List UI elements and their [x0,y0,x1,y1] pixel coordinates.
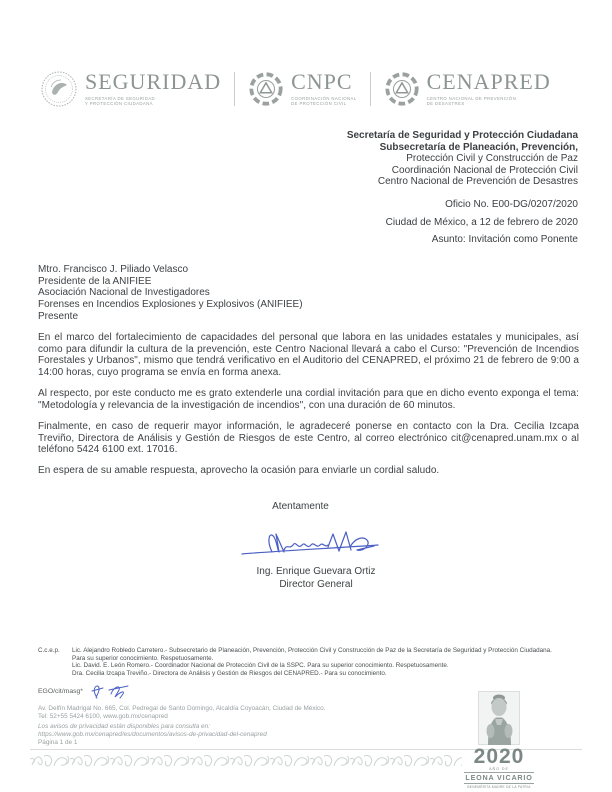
dept-line: Centro Nacional de Prevención de Desastres [377,176,578,187]
logo-divider [370,72,371,106]
eagle-emblem-icon [40,70,78,108]
cenapred-subtitle: CENTRO NACIONAL DE PREVENCIÓN DE DESASTRES [426,95,517,107]
oficio-number: Oficio No. E00-DG/0207/2020 [445,198,578,210]
recipient-name: Mtro. Francisco J. Piliado Velasco [38,264,189,275]
leona-vicario-portrait-icon [478,691,520,745]
letterhead-department-block [347,130,578,245]
reference-code: EGO/cit/masg* [38,687,83,695]
recipient-org-line: Asociación Nacional de Investigadores [38,287,210,299]
ccep-entry: Lic. Alejandro Robledo Carretero.- Subsecretario de Planeación, Prevención, Protección Civil y Construcción de Paz de la Secretaría de Seguridad y Protección Ciudadana. Para su superior conocimiento. Respetuosamente. [72,647,552,662]
recipient-block [38,264,303,323]
logo-divider [234,72,235,106]
body-paragraph: Finalmente, en caso de requerir mayor información, le agradeceré ponerse en contacto con la Dra. Cecilia Izcapa Treviño, Directora de Análisis y Gestión de Riesgos de este Centro, al correo electrónico cit@cenapred.unam.mx o al teléfono 5424 6100 ext. 17016. [38,420,579,456]
ccep-label: C.c.e.p. [38,647,60,654]
place-and-date: Ciudad de México, a 12 de febrero de 2020 [385,217,578,228]
handwritten-signature [236,529,408,563]
ccep-entry: Dra. Cecilia Izcapa Treviño.- Directora de Análisis y Gestión de Riesgos del CENAPRED.- Para su conocimiento. [72,670,387,678]
seal-leona-vicario: LEONA VICARIO [465,772,533,782]
footer-address: Av. Delfín Madrigal No. 665, Col. Pedregal de Santo Domingo, Alcaldía Coyoacán, Ciudad de México. [38,705,326,712]
reviewer-initials-ink-icon [87,682,129,700]
seguridad-wordmark: SEGURIDAD [85,69,222,95]
dept-line: Subsecretaría de Planeación, Prevención, [379,141,578,153]
signature-ink-icon [236,529,408,563]
closing-salutation: Atentamente [272,501,329,512]
seguridad-subtitle: SECRETARÍA DE SEGURIDAD Y PROTECCIÓN CIUDADANA [85,95,156,107]
ccep-block [38,647,566,678]
privacy-line: Los avisos de privacidad están disponibles para consulta en: [38,723,210,730]
privacy-notice [38,723,267,739]
dept-line: Secretaría de Seguridad y Protección Ciudadana [346,130,578,141]
recipient-presente: Presente [38,310,79,322]
dept-line: Protección Civil y Construcción de Paz [406,153,578,164]
leona-vicario-seal [464,691,534,789]
recipient-org-line: Forenses en Incendios Explosiones y Explosivos (ANIFIEE) [38,299,303,311]
seal-year: 2020 [473,745,525,768]
ccep-entry: Lic. David. E. León Romero.- Coordinador Nacional de Protección Civil de la SSPC. Para su superior conocimiento. Respetuosamente. [72,662,449,670]
civil-protection-emblem-icon [384,71,420,107]
dept-line: Coordinación Nacional de Protección Civil [391,164,578,176]
logo-cenapred [384,71,551,107]
subject-line: Asunto: Invitación como Ponente [431,233,578,245]
header-logos [40,70,551,108]
signer-name: Ing. Enrique Guevara Ortiz [256,566,376,577]
guilloche-pattern-icon [30,753,462,768]
body-paragraph: En el marco del fortalecimiento de capacidades del personal que labora en las unidades estatales y municipales, así como para difundir la cultura de la prevención, este Centro Nacional llevará a cabo el Curso: "Prevención de Incendios Forestales y Urbanos", mismo que tendrá verificativo en el Auditorio del CENAPRED, el próximo 21 de febrero de 9:00 a 14:00 horas, cuyo programa se envía en forma anexa. [38,332,579,378]
reference-code-row [38,682,129,700]
cenapred-wordmark: CENAPRED [426,69,551,95]
cnpc-wordmark: CNPC [291,69,353,95]
footer-address-block [38,705,326,721]
recipient-title: Presidente de la ANIFIEE [38,275,152,287]
signer-title: Director General [279,579,353,590]
cnpc-subtitle: COORDINACIÓN NACIONAL DE PROTECCIÓN CIVIL [291,95,357,107]
body-paragraph: En espera de su amable respuesta, aprovecho la ocasión para enviarle un cordial saludo. [38,465,440,477]
seal-subtitle: BENEMÉRITA MADRE DE LA PATRIA [467,784,531,789]
logo-cnpc [248,71,356,107]
page-number: Página 1 de 1 [38,739,78,746]
privacy-url: https://www.gob.mx/cenapred/es/documentos/avisos-de-privacidad-del-cenapred [38,731,267,738]
footer-phone-web: Tel: 52+55 5424 6100, www.gob.mx/cenapred [38,713,168,720]
body-paragraph: Al respecto, por este conducto me es grato extenderle una cordial invitación para que en dicho evento exponga el tema: "Metodología y relevancia de la investigación de incendios", con una duración de 60 minutos. [38,388,579,411]
civil-protection-emblem-icon [248,71,284,107]
guilloche-pattern-band [30,753,462,768]
seal-ano-de: AÑO DE [489,767,509,771]
letter-body [38,332,579,487]
logo-seguridad [40,70,221,108]
